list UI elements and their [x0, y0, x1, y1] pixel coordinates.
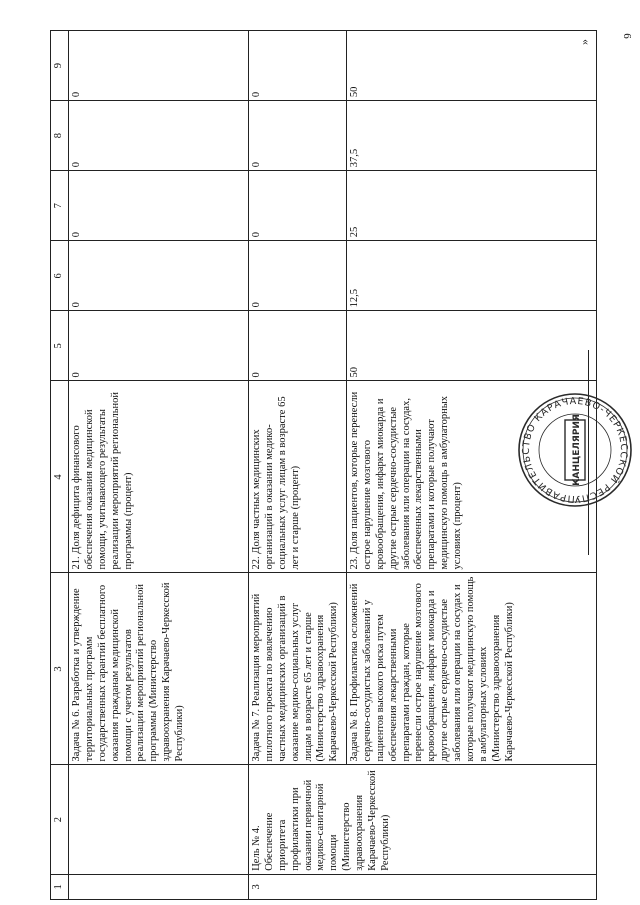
stamp-center-text: КАНЦЕЛЯРИЯ	[572, 414, 582, 486]
header-row	[51, 31, 69, 900]
column-header: 8	[51, 101, 69, 171]
goal-cell: Цель № 4. Обеспечение приоритета профилактики при оказании первичной медико-санитарной помощи (Министерство здравоохранения Карачаево-Черкесской Республики)	[248, 765, 596, 874]
value-cell: 37,5	[346, 101, 596, 171]
goal-cell	[68, 765, 248, 874]
value-cell: 0	[248, 311, 346, 381]
column-header: 2	[51, 765, 69, 874]
stamp-outer-text: ПРАВИТЕЛЬСТВО КАРАЧАЕВО-ЧЕРКЕССКОЙ РЕСПУ	[520, 395, 630, 505]
indicator-cell: 22. Доля частных медицинских организаций в оказании медико-социальных услуг лицам в возрасте 65 лет и старше (процент)	[248, 381, 346, 573]
value-cell: 0	[68, 31, 248, 101]
column-header: 5	[51, 311, 69, 381]
value-cell: 0	[68, 171, 248, 241]
value-cell: 25	[346, 171, 596, 241]
value-cell: 50	[346, 311, 596, 381]
value-cell: 12,5	[346, 241, 596, 311]
value-cell: 0	[68, 311, 248, 381]
table-row	[68, 31, 248, 900]
task-cell: Задача № 8. Профилактика осложнений сердечно-сосудистых заболеваний у пациентов высокого риска путем обеспечения лекарственными препаратами граждан, которые перенесли острое нарушение мозгового кровообращения, инфаркт миокарда и другие острые сердечно-сосудистые заболевания или операции на сосудах и которые получают медицинскую помощь в амбулаторных условиях (Министерство здравоохранения Карачаево-Черкесской Республики)	[346, 573, 596, 765]
value-text: 50	[348, 86, 360, 98]
page-number: 6	[620, 33, 633, 39]
table-row	[248, 31, 346, 900]
value-cell: 0	[68, 101, 248, 171]
row-number: 3	[248, 874, 596, 899]
indicator-cell: 23. Доля пациентов, которые перенесли острое нарушение мозгового кровообращения, инфаркт миокарда и другие острые сердечно-сосудистые заболевания или операции на сосудах, обеспеченных лекарственными препаратами и которые получают медицинскую помощь в амбулаторных условиях (процент)	[346, 381, 596, 573]
official-stamp	[515, 390, 635, 510]
value-cell: 0	[248, 101, 346, 171]
value-cell: 0	[248, 241, 346, 311]
column-header: 4	[51, 381, 69, 573]
stamp-icon	[515, 390, 635, 510]
column-header: 3	[51, 573, 69, 765]
task-cell: Задача № 6. Разработка и утверждение территориальных программ государственных гарантий бесплатного оказания гражданам медицинской помощи с учетом результатов реализации мероприятий региональной программы (Министерство здравоохранения Карачаево-Черкесской Республики)	[68, 573, 248, 765]
value-cell: 0	[248, 31, 346, 101]
column-header: 6	[51, 241, 69, 311]
indicator-cell: 21. Доля дефицита финансового обеспечения оказания медицинской помощи, учитывающего результаты реализации мероприятий региональной программы (процент)	[68, 381, 248, 573]
value-cell: 0	[68, 241, 248, 311]
column-header: 9	[51, 31, 69, 101]
row-number	[68, 874, 248, 899]
column-header: 7	[51, 171, 69, 241]
table-container	[50, 30, 590, 900]
column-header: 1	[51, 874, 69, 899]
task-cell: Задача № 7. Реализация мероприятий пилотного проекта по вовлечению частных медицинских организаций в оказание медико-социальных услуг лицам в возрасте 65 лет и старше (Министерство здравоохранения Карачаево-Черкесской Республики)	[248, 573, 346, 765]
value-cell	[346, 31, 596, 101]
closing-quote: »	[577, 39, 592, 45]
value-cell: 0	[248, 171, 346, 241]
